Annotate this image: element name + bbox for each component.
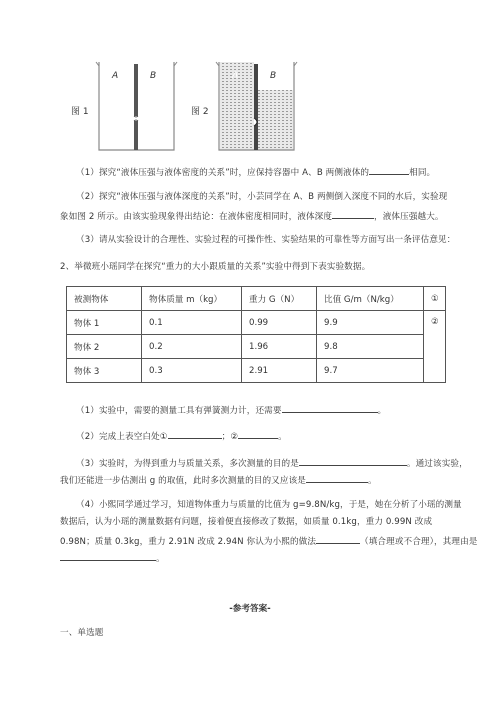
q2-sub3-text: （3）实验时，为得到重力与质量关系，多次测量的目的是 bbox=[76, 459, 299, 469]
table-cell: 0.2 bbox=[142, 335, 242, 359]
q1-part2-text: 象如图 2 所示。由该实验现象得出结论：在液体密度相同时，液体深度 bbox=[60, 212, 333, 222]
blank-line bbox=[299, 456, 407, 466]
table-row bbox=[67, 335, 446, 359]
table-cell: 0.99 bbox=[242, 311, 317, 335]
blank-line bbox=[369, 165, 409, 175]
q2-sub4-line1: （4）小熙同学通过学习，知道物体重力与质量的比值为 g=9.8N/kg，于是，她在分析了小瑶的测量 bbox=[76, 500, 462, 510]
figure-1-label: 图 1 bbox=[71, 107, 89, 117]
q2-sub3-text2: 我们还能进一步估测出 g 的取值，此时多次测量的目的又应该是 bbox=[60, 476, 306, 486]
q2-sub4-line3 bbox=[60, 534, 477, 548]
table-row bbox=[67, 359, 446, 383]
blank-line bbox=[306, 473, 368, 483]
blank-line bbox=[316, 534, 360, 544]
table-cell: 物体 1 bbox=[67, 311, 142, 335]
blank-line bbox=[282, 403, 378, 413]
header-cell: 被测物体 bbox=[67, 287, 142, 311]
header-cell: 比值 G/m（N/kg） bbox=[317, 287, 424, 311]
side-b-label: B bbox=[150, 71, 157, 81]
table-cell: 0.1 bbox=[142, 311, 242, 335]
q2-sub2 bbox=[76, 429, 287, 443]
q2-sub1-suffix: 。 bbox=[377, 406, 387, 416]
beaker-diagram-2 bbox=[214, 60, 302, 156]
q2-sub3-line1 bbox=[76, 456, 468, 470]
header-cell: ① bbox=[424, 287, 446, 311]
figure-2-label: 图 2 bbox=[191, 107, 209, 117]
q2-sub3-suffix2: 。 bbox=[367, 476, 377, 486]
q2-intro: 2、举微班小瑶同学在探究“重力的大小跟质量的关系”实验中得到下表实验数据。 bbox=[60, 262, 371, 272]
data-table bbox=[66, 286, 446, 383]
table-row bbox=[67, 311, 446, 335]
side-b-label-2: B bbox=[270, 71, 277, 81]
q1-part2-suffix: ，液体压强越大。 bbox=[374, 212, 444, 222]
table-cell: 0.3 bbox=[142, 359, 242, 383]
merged-cell: ② bbox=[424, 311, 446, 383]
q2-sub4-suffix: （填合理或不合理），其理由是 bbox=[360, 537, 478, 547]
q2-sub4-line4 bbox=[60, 551, 165, 565]
q1-part1 bbox=[76, 165, 435, 179]
header-cell: 重力 G（N） bbox=[242, 287, 317, 311]
q2-sub2-suffix: 。 bbox=[278, 432, 287, 442]
q1-part1-suffix: 相同。 bbox=[409, 168, 436, 178]
section-heading: 一、单选题 bbox=[60, 628, 104, 638]
table-cell: 9.9 bbox=[317, 311, 424, 335]
q1-part2-line1: （2）探究“液体压强与液体深度的关系”时，小芸同学在 A、B 两侧倒入深度不同的水后，实验现 bbox=[76, 192, 448, 202]
blank-line bbox=[168, 429, 222, 439]
beaker-diagram-1 bbox=[94, 60, 182, 156]
q2-sub4-end: 。 bbox=[156, 554, 165, 564]
header-cell: 物体质量 m（kg） bbox=[142, 287, 242, 311]
q1-part3: （3）请从实验设计的合理性、实验过程的可操作性、实验结果的可靠性等方面写出一条评估意见： bbox=[76, 235, 456, 245]
answer-key-title: -参考答案- bbox=[229, 604, 271, 614]
blank-line bbox=[60, 551, 156, 561]
q2-sub4-line2: 数据后，认为小瑶的测量数据有问题，接着便直接修改了数据，如质量 0.1kg，重力 0.99N 改成 bbox=[60, 517, 433, 527]
q2-sub4-text: 0.98N；质量 0.3kg，重力 2.91N 改成 2.94N 你认为小熙的做法 bbox=[60, 537, 317, 547]
q2-sub2-text: （2）完成上表空白处① bbox=[76, 432, 168, 442]
q2-sub3-line2 bbox=[60, 473, 377, 487]
blank-line bbox=[238, 429, 278, 439]
table-header-row bbox=[67, 287, 446, 311]
q2-sub1 bbox=[76, 403, 386, 417]
q2-sub1-text: （1）实验中，需要的测量工具有弹簧测力计，还需要 bbox=[76, 406, 282, 416]
table-cell: 2.91 bbox=[242, 359, 317, 383]
table-cell: 9.8 bbox=[317, 335, 424, 359]
table-cell: 物体 2 bbox=[67, 335, 142, 359]
q1-part2-line2 bbox=[60, 209, 444, 223]
blank-line bbox=[332, 209, 374, 219]
table-cell: 物体 3 bbox=[67, 359, 142, 383]
side-a-label: A bbox=[112, 71, 119, 81]
q1-part1-text: （1）探究“液体压强与液体密度的关系”时，应保持容器中 A、B 两侧液体的 bbox=[76, 168, 370, 178]
side-a-label-2: A bbox=[232, 71, 239, 81]
q2-sub2-mid: ；② bbox=[221, 432, 239, 442]
q2-sub3-suffix: 。通过该实验， bbox=[406, 459, 468, 469]
table-cell: 9.7 bbox=[317, 359, 424, 383]
table-cell: 1.96 bbox=[242, 335, 317, 359]
